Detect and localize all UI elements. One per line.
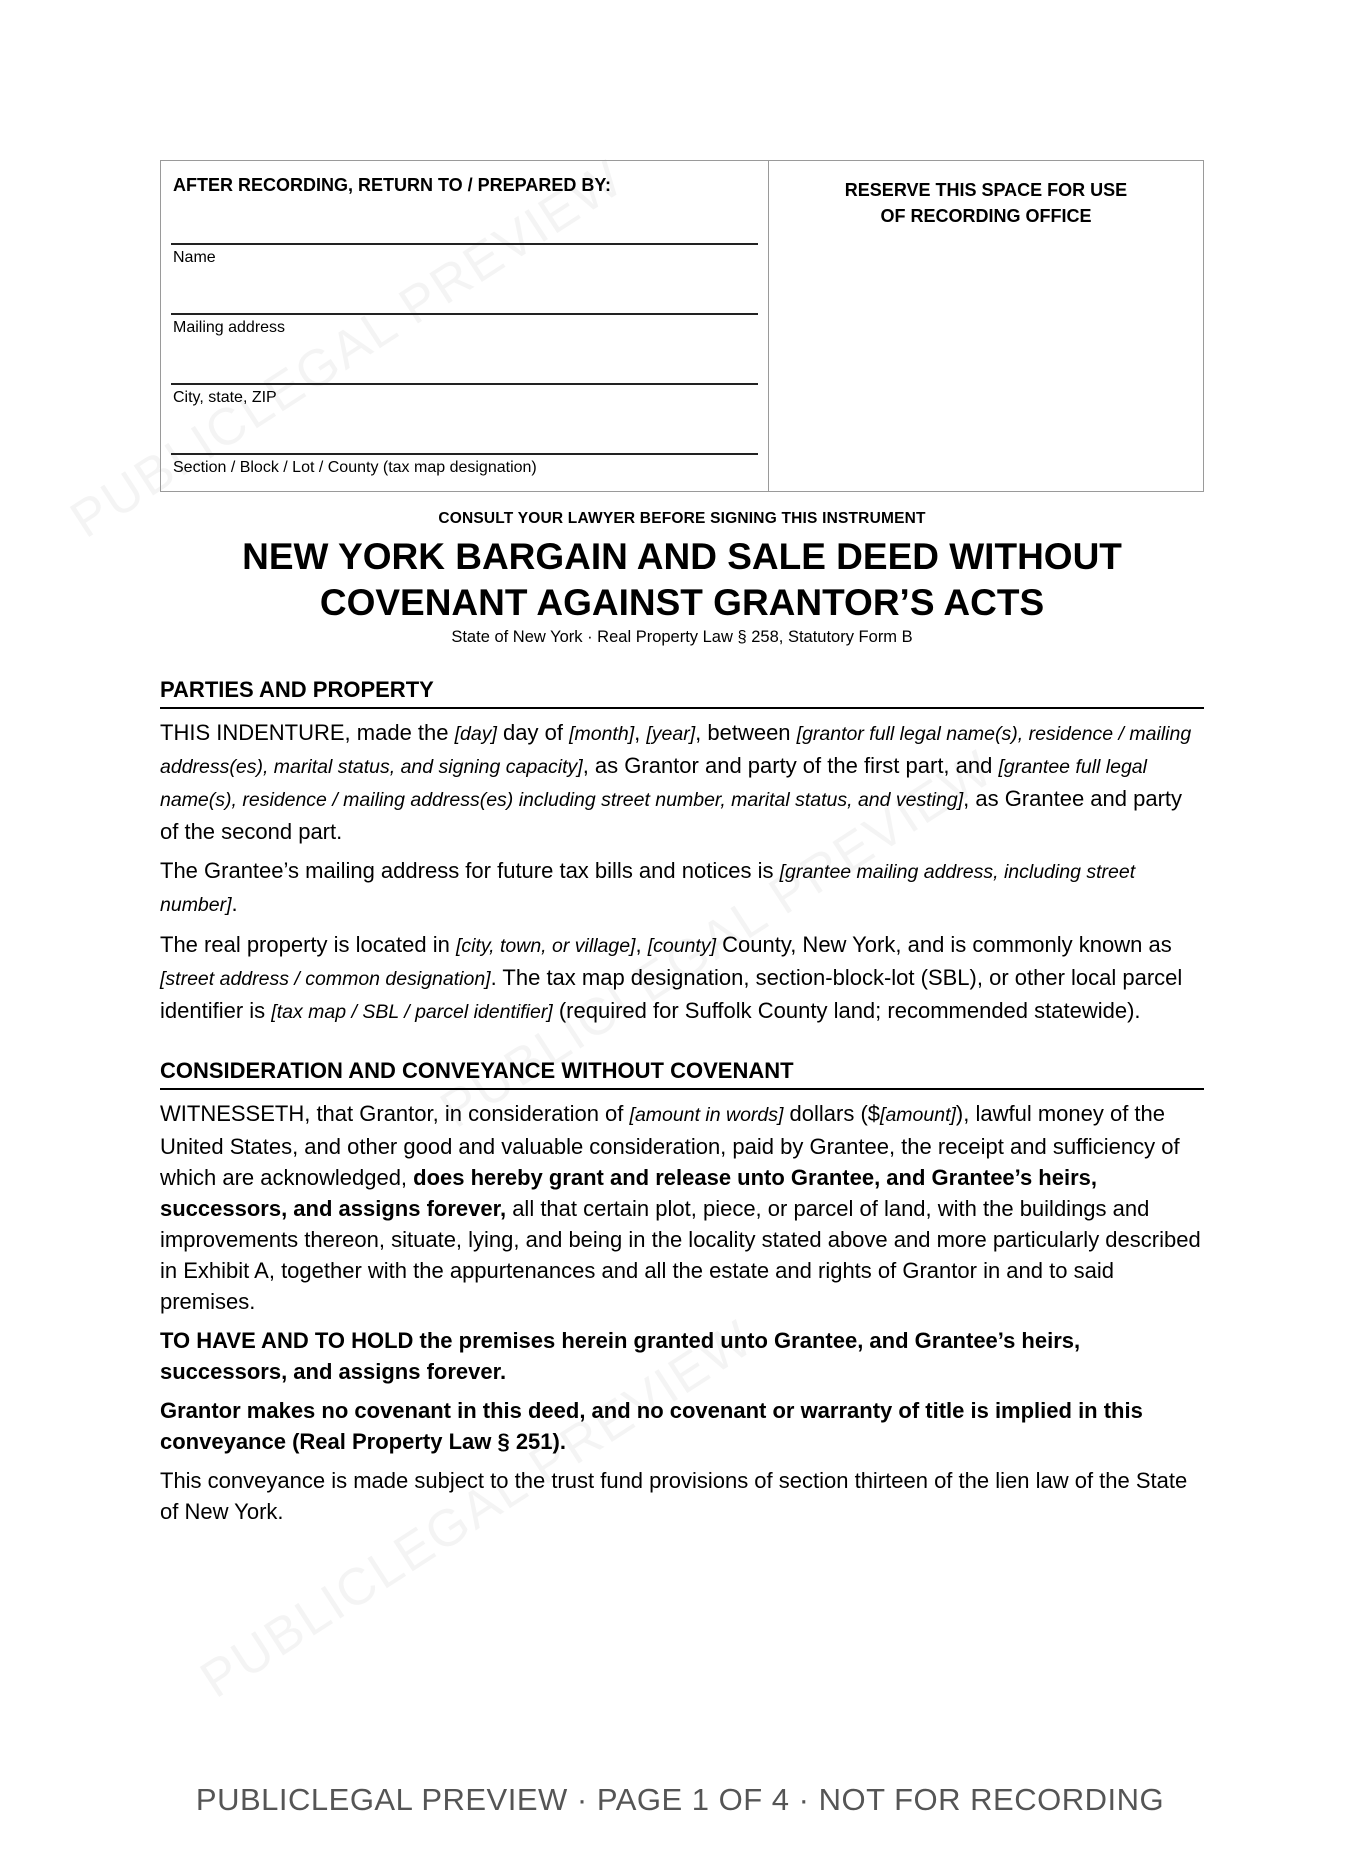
grantor-placeholder[interactable]: [grantor full legal name(s), residence / mailing address(es), marital status, and signing capacity]	[160, 723, 1192, 778]
property-location-paragraph: The real property is located in [city, town, or village], [county] County, New York, and is commonly known as [street address / common designation]. The tax map designation, section-block-lot (SBL), or other local parcel identifier is [tax map / SBL / parcel identifier] (required for Suffolk County land; recommended statewide).	[160, 932, 1183, 1023]
habendum-paragraph: TO HAVE AND TO HOLD the premises herein granted unto Grantee, and Grantee’s heirs, successors, and assigns forever.	[160, 1328, 1081, 1384]
recording-box	[160, 160, 1204, 492]
return-to-label: AFTER RECORDING, RETURN TO / PREPARED BY:	[173, 175, 612, 195]
mailing-address-field-label: Mailing address	[173, 319, 286, 336]
city-placeholder[interactable]: [city, town, or village]	[455, 935, 636, 957]
grant-clause: does hereby grant and release unto Grantee, and Grantee’s heirs, successors, and assigns forever,	[160, 1165, 1098, 1221]
recording-office-panel	[769, 161, 1203, 491]
return-to-panel	[161, 161, 769, 491]
deed-title	[160, 534, 1204, 626]
grantee-address-placeholder[interactable]: [grantee mailing address, including street number]	[160, 861, 1136, 916]
year-placeholder[interactable]: [year]	[646, 723, 696, 745]
deed-subtitle: State of New York · Real Property Law § 258, Statutory Form B	[451, 628, 913, 646]
deed-page	[160, 160, 1204, 1527]
mailing-address-field[interactable]	[171, 313, 758, 337]
no-covenant-paragraph: Grantor makes no covenant in this deed, and no covenant or warranty of title is implied in this conveyance (Real Property Law § 251).	[160, 1398, 1143, 1454]
amount-words-placeholder[interactable]: [amount in words]	[629, 1104, 784, 1126]
reserve-line-2: OF RECORDING OFFICE	[880, 206, 1092, 226]
indenture-paragraph: THIS INDENTURE, made the [day] day of [month], [year], between [grantor full legal name(s), residence / mailing address(es), marital status, and signing capacity], as Grantor and party of the first part, and [grantee full legal name(s), residence / mailing address(es) including street number, marital status, and vesting], as Grantee and party of the second part.	[160, 720, 1192, 844]
section-heading-consideration: CONSIDERATION AND CONVEYANCE WITHOUT COVENANT	[160, 1058, 1204, 1090]
consult-notice: CONSULT YOUR LAWYER BEFORE SIGNING THIS INSTRUMENT	[438, 510, 926, 527]
city-state-zip-field-label: City, state, ZIP	[173, 389, 277, 406]
street-placeholder[interactable]: [street address / common designation]	[160, 968, 491, 990]
city-state-zip-field[interactable]	[171, 383, 758, 407]
section-heading-parties: PARTIES AND PROPERTY	[160, 677, 1204, 709]
sbl-placeholder[interactable]: [tax map / SBL / parcel identifier]	[271, 1001, 553, 1023]
reserve-line-1: RESERVE THIS SPACE FOR USE	[844, 180, 1128, 200]
lien-law-paragraph: This conveyance is made subject to the trust fund provisions of section thirteen of the lien law of the State of New York.	[160, 1468, 1188, 1524]
month-placeholder[interactable]: [month]	[569, 723, 635, 745]
name-field[interactable]	[171, 243, 758, 267]
page-footer: PUBLICLEGAL PREVIEW · PAGE 1 OF 4 · NOT FOR RECORDING	[195, 1782, 1165, 1817]
county-placeholder[interactable]: [county]	[647, 935, 717, 957]
grantee-placeholder[interactable]: [grantee full legal name(s), residence / mailing address(es) including street number, marital status, and vesting]	[160, 756, 1147, 811]
day-placeholder[interactable]: [day]	[454, 723, 497, 745]
deed-title-line-2: COVENANT AGAINST GRANTOR’S ACTS	[319, 582, 1045, 623]
tax-map-field-label: Section / Block / Lot / County (tax map designation)	[173, 459, 537, 476]
amount-placeholder[interactable]: [amount]	[880, 1104, 956, 1126]
grantee-address-paragraph: The Grantee’s mailing address for future tax bills and notices is [grantee mailing address, including street number].	[160, 858, 1136, 916]
witnesseth-paragraph: WITNESSETH, that Grantor, in consideration of [amount in words] dollars ($[amount]), lawful money of the United States, and other good and valuable consideration, paid by Grantee, the receipt and sufficiency of which are acknowledged, does hereby grant and release unto Grantee, and Grantee’s heirs, successors, and assigns forever, all that certain plot, piece, or parcel of land, with the buildings and improvements thereon, situate, lying, and being in the locality stated above and more particularly described in Exhibit A, together with the appurtenances and all the estate and rights of Grantor in and to said premises.	[160, 1101, 1201, 1314]
tax-map-field[interactable]	[171, 453, 758, 477]
name-field-label: Name	[173, 249, 216, 266]
deed-title-line-1: NEW YORK BARGAIN AND SALE DEED WITHOUT	[242, 536, 1122, 577]
